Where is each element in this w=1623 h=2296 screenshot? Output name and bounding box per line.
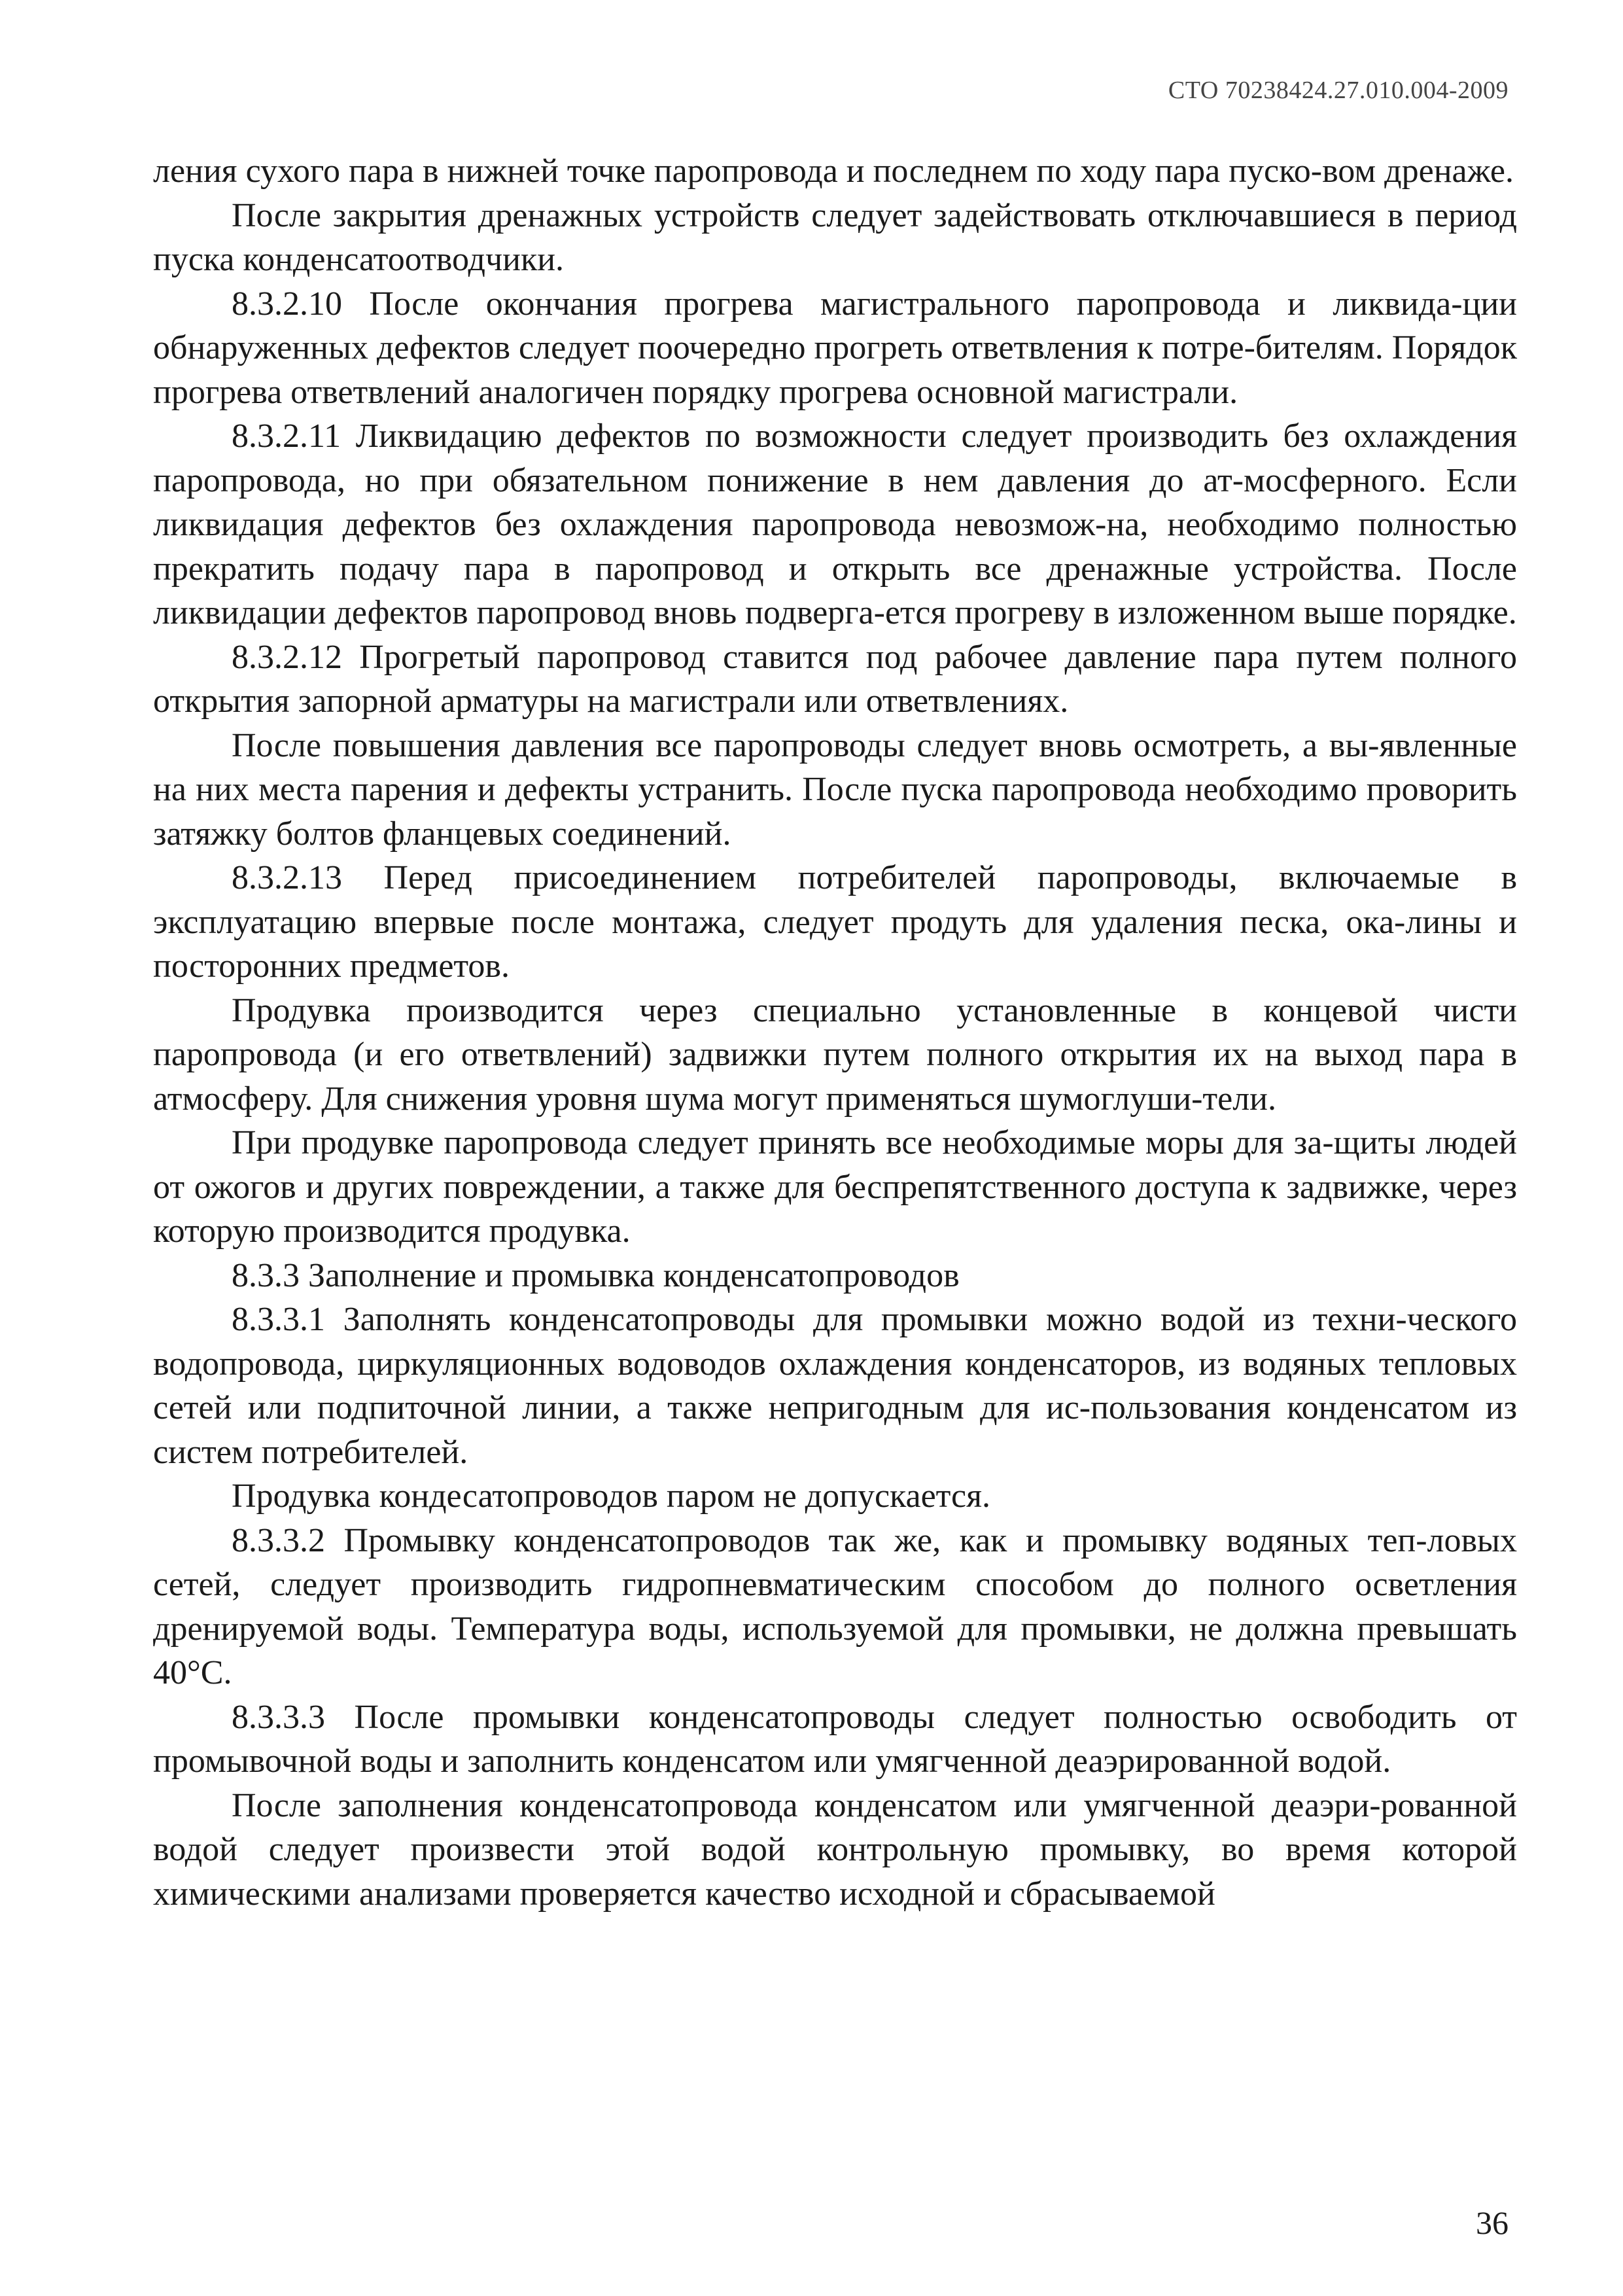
paragraph-8-3-2-13: 8.3.2.13 Перед присоединением потребителей паропроводы, включаемые в эксплуатацию впервые после монтажа, следует продуть для удаления песка, ока-лины и посторонних предметов. bbox=[153, 859, 1517, 985]
paragraph-8-3-2-12: 8.3.2.12 Прогретый паропровод ставится под рабочее давление пара путем полного открытия запорной арматуры на магистрали или ответвлениях. bbox=[153, 638, 1517, 720]
paragraph-8-3-3-2: 8.3.3.2 Промывку конденсатопроводов так же, как и промывку водяных теп-ловых сетей, следует производить гидропневматическим способом до полного осветления дренируемой воды. Температура воды, используемой для промывки, не должна превышать 40°С. bbox=[153, 1521, 1517, 1691]
section-heading-8-3-3: 8.3.3 Заполнение и промывка конденсатопроводов bbox=[232, 1256, 960, 1294]
paragraph-7: Продувка производится через специально установленные в концевой чисти паропровода (и его ответвлений) задвижки путем полного открытия их на выход пара в атмосферу. Для снижения уровня шума могут применяться шумоглуши-тели. bbox=[153, 991, 1517, 1118]
paragraph-8-3-2-11: 8.3.2.11 Ликвидацию дефектов по возможности следует производить без охлаждения паропровода, но при обязательном понижение в нем давления до ат-мосферного. Если ликвидация дефектов без охлаждения паропровода невозмож-на, необходимо полностью прекратить подачу пара в паропровод и открыть все дренажные устройства. После ликвидации дефектов паропровод вновь подверга-ется прогреву в изложенном выше порядке. bbox=[153, 417, 1517, 631]
paragraph-14: После заполнения конденсатопровода конденсатом или умягченной деаэри-рованной водой следует произвести этой водой контрольную промывку, во время которой химическими анализами проверяется качество исходной и сбрасываемой bbox=[153, 1786, 1517, 1913]
document-body bbox=[153, 149, 1517, 1916]
paragraph-11: Продувка кондесатопроводов паром не допускается. bbox=[232, 1477, 991, 1515]
paragraph-0: ления сухого пара в нижней точке паропровода и последнем по ходу пара пуско-вом дренаже. bbox=[153, 152, 1514, 190]
document-code: СТО 70238424.27.010.004-2009 bbox=[1168, 77, 1509, 104]
paragraph-5: После повышения давления все паропроводы следует вновь осмотреть, а вы-явленные на них места парения и дефекты устранить. После пуска паропровода необходимо проворить затяжку болтов фланцевых соединений. bbox=[153, 726, 1517, 853]
paragraph-1: После закрытия дренажных устройств следует задействовать отключавшиеся в период пуска конденсатоотводчики. bbox=[153, 196, 1517, 278]
paragraph-8-3-2-10: 8.3.2.10 После окончания прогрева магистрального паропровода и ликвида-ции обнаруженных дефектов следует поочередно прогреть ответвления к потре-бителям. Порядок прогрева ответвлений аналогичен порядку прогрева основной магистрали. bbox=[153, 285, 1517, 411]
paragraph-8: При продувке паропровода следует принять все необходимые моры для за-щиты людей от ожогов и других повреждении, а также для беспрепятственного доступа к задвижке, через которую производится продувка. bbox=[153, 1124, 1517, 1250]
paragraph-8-3-3-1: 8.3.3.1 Заполнять конденсатопроводы для промывки можно водой из техни-ческого водопровода, циркуляционных водоводов охлаждения конденсаторов, из водяных тепловых сетей или подпиточной линии, а также непригодным для ис-пользования конденсатом из систем потребителей. bbox=[153, 1301, 1517, 1471]
paragraph-8-3-3-3: 8.3.3.3 После промывки конденсатопроводы следует полностью освободить от промывочной воды и заполнить конденсатом или умягченной деаэрированной водой. bbox=[153, 1698, 1517, 1780]
page-number: 36 bbox=[1476, 2204, 1509, 2241]
